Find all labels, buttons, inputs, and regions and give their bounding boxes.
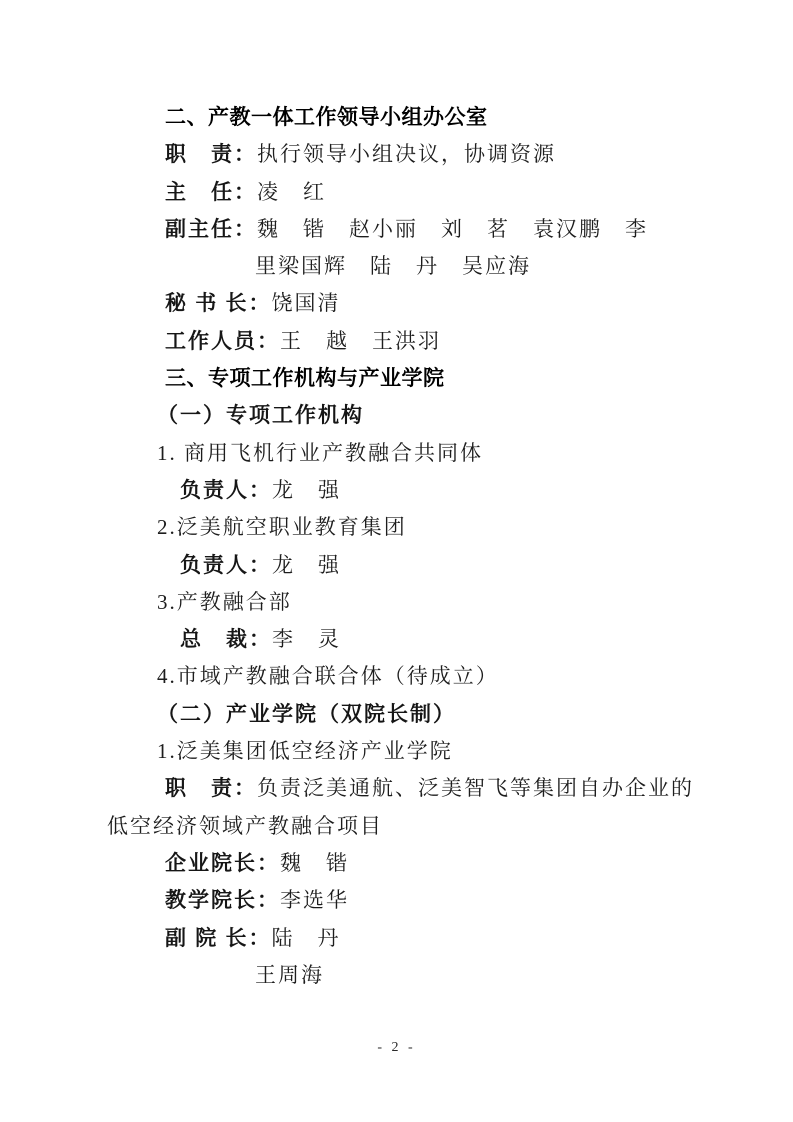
leader-value-1: 龙 强 (272, 477, 341, 502)
duty-line (107, 136, 707, 173)
president-line (107, 621, 707, 658)
leader-label-1: 负责人： (180, 477, 272, 502)
vice-dean-value: 陆 丹 (271, 925, 341, 950)
staff-line (107, 323, 707, 360)
director-line (107, 174, 707, 211)
secretary-general-line (107, 285, 707, 322)
document-body (107, 99, 707, 994)
duty-value: 执行领导小组决议，协调资源 (257, 142, 556, 167)
teaching-dean-label: 教学院长： (165, 888, 280, 913)
vice-dean-line (107, 920, 707, 957)
enterprise-dean-line (107, 845, 707, 882)
list-item-consortium: 1. 商用飞机行业产教融合共同体 (157, 440, 483, 465)
leader-value-2: 龙 强 (272, 552, 341, 577)
list-item-industry-college: 1.泛美集团低空经济产业学院 (157, 739, 453, 764)
deputy-directors-value: 魏 锴 赵小丽 刘 茗 袁汉鹏 李 (257, 216, 648, 241)
teaching-dean-value: 李选华 (280, 888, 349, 913)
teaching-dean-line (107, 882, 707, 919)
deputy-directors-label: 副主任： (165, 216, 257, 241)
secretary-general-value: 饶国清 (271, 291, 341, 316)
secretary-general-label: 秘 书 长： (165, 291, 272, 316)
list-item-education-group: 2.泛美航空职业教育集团 (157, 515, 407, 540)
subsection-1-heading: （一）专项工作机构 (157, 403, 364, 428)
staff-label: 工作人员： (165, 328, 280, 353)
list-item-alliance: 4.市域产教融合联合体（待成立） (157, 664, 499, 689)
list-item-integration-dept: 3.产教融合部 (157, 589, 292, 614)
college-duty-label: 职 责： (165, 776, 257, 801)
duty-label: 职 责： (165, 142, 257, 167)
director-value: 凌 红 (257, 179, 326, 204)
page-number: - 2 - (377, 1040, 416, 1055)
leader-line-1 (107, 472, 707, 509)
president-value: 李 灵 (272, 627, 341, 652)
college-duty-value: 负责泛美通航、泛美智飞等集团自办企业的 (257, 776, 694, 801)
leader-line-2 (107, 547, 707, 584)
section-2-heading: 二、产教一体工作领导小组办公室 (165, 105, 488, 129)
director-label: 主 任： (165, 179, 257, 204)
staff-value: 王 越 王洪羽 (280, 328, 441, 353)
subsection-2-heading: （二）产业学院（双院长制） (157, 701, 456, 726)
vice-dean-continuation: 王周海 (255, 962, 324, 987)
vice-dean-label: 副 院 长： (165, 925, 272, 950)
deputy-directors-line (107, 211, 707, 248)
deputy-directors-continuation: 里梁国辉 陆 丹 吴应海 (255, 254, 531, 279)
enterprise-dean-label: 企业院长： (165, 850, 280, 875)
president-label: 总 裁： (180, 627, 272, 652)
enterprise-dean-value: 魏 锴 (280, 850, 349, 875)
college-duty-continuation: 低空经济领域产教融合项目 (107, 813, 383, 838)
leader-label-2: 负责人： (180, 552, 272, 577)
college-duty-line (107, 770, 707, 807)
section-3-heading: 三、专项工作机构与产业学院 (165, 366, 445, 391)
